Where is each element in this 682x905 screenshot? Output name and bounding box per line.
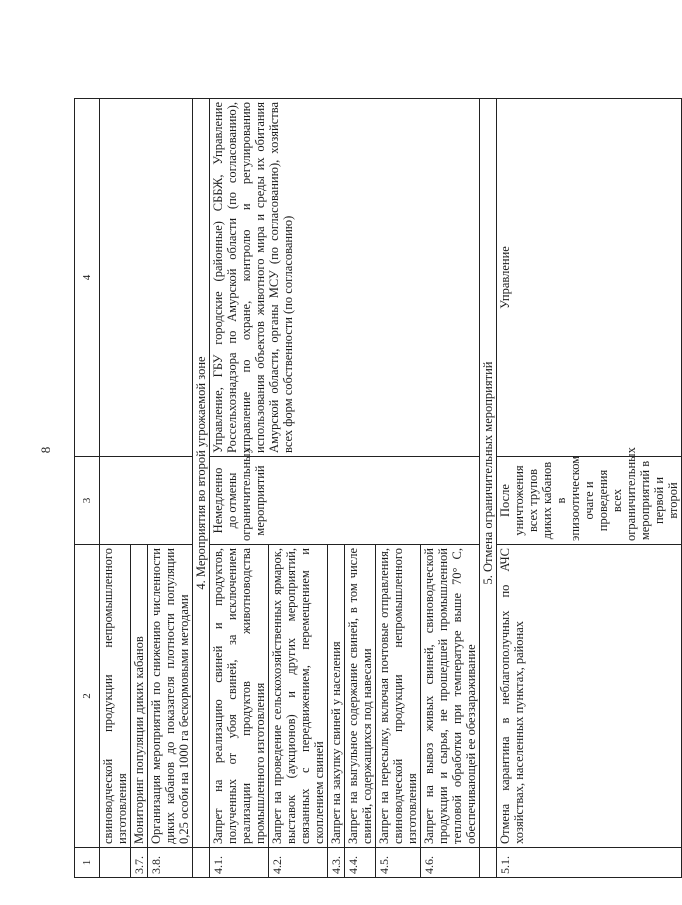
table-row: 4.5. Запрет на пересылку, включая почтовые отправления, свиноводческой продукции непромышленного изготовления xyxy=(376,99,421,878)
table-row: 4.1. Запрет на реализацию свиней и продуктов, полученных от убоя свиней, за исключением реализации продуктов животноводства промышленного изготовления Немедленно до отмены ограничительных мероприятий Управление, ГБУ городские (районные) СББЖ, Управление Россельхознадзора по Амурской области (по согласованию), управление по охране, контролю и регулированию использования объектов животного мира и среды их обитания Амурской области, органы МСУ (по согласованию), хозяйства всех форм собственности (по согласованию) xyxy=(210,99,269,878)
header-cell: 1 xyxy=(75,848,100,878)
term-cell: Немедленно до отмены ограничительных мероприятий xyxy=(210,457,480,545)
section-title: 5. Отмена ограничительных мероприятий xyxy=(480,99,497,848)
table-row: 4.3. Запрет на закупку свиней у населения xyxy=(328,99,345,878)
measures-table xyxy=(74,98,682,878)
table-row: свиноводческой продукции непромышленного изготовления xyxy=(100,99,131,878)
table-row: 3.7. Мониторинг популяции диких кабанов xyxy=(131,99,148,878)
table-row: 4.6. Запрет на вывоз живых свиней, свиноводческой продукции и сырья, не прошедшей промышленной тепловой обработки при температуре выше 70° С, обеспечивающей ее обеззараживание xyxy=(421,99,480,878)
table-header-row xyxy=(75,99,100,878)
responsible-cell: Управление xyxy=(497,99,682,457)
section-heading-row xyxy=(193,99,210,878)
term-cell: После уничтожения всех трупов диких кабанов в эпизоотическом очаге и проведения всех ограничительных мероприятий в первой и второй xyxy=(497,457,682,545)
header-cell: 4 xyxy=(75,99,100,457)
rotated-page-content xyxy=(74,98,680,878)
section-heading-row xyxy=(480,99,497,878)
responsible-cell: Управление, ГБУ городские (районные) СББЖ, Управление Россельхознадзора по Амурской области (по согласованию), управление по охране, контролю и регулированию использования объектов животного мира и среды их обитания Амурской области, органы МСУ (по согласованию), хозяйства всех форм собственности (по согласованию) xyxy=(210,99,480,457)
table-row: 5.1. Отмена карантина в неблагополучных по АЧС хозяйствах, населенных пунктах, районах После уничтожения всех трупов диких кабанов в эпизоотическом очаге и проведения всех ограничительных мероприятий в первой и второй Управление xyxy=(497,99,682,878)
table-row: 4.4. Запрет на выгульное содержание свиней, в том числе свиней, содержащихся под навесами xyxy=(345,99,376,878)
header-cell: 3 xyxy=(75,457,100,545)
page-number: 8 xyxy=(38,446,53,454)
table-row: 3.8. Организация мероприятий по снижению численности диких кабанов до показателя плотности популяции 0,25 особи на 1000 га бескормовыми методами xyxy=(148,99,193,878)
section-title: 4. Мероприятия во второй угрожаемой зоне xyxy=(193,99,210,848)
header-cell: 2 xyxy=(75,545,100,848)
table-row: 4.2. Запрет на проведение сельскохозяйственных ярмарок, выставок (аукционов) и других мероприятий, связанных с передвижением, перемещением и скоплением свиней xyxy=(269,99,328,878)
